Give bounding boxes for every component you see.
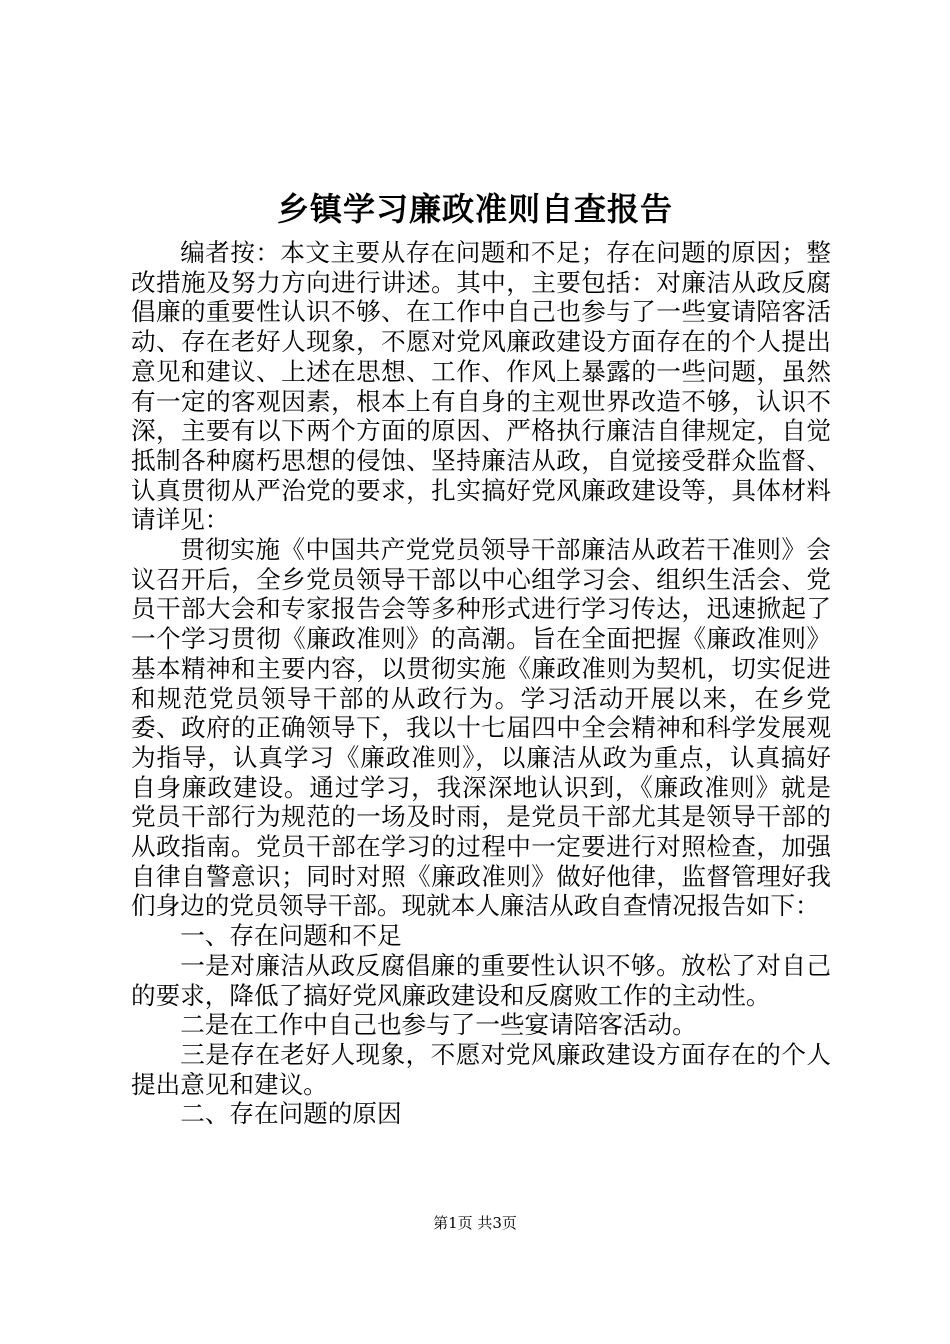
document-body [131,238,831,1129]
intro-paragraph: 贯彻实施《中国共产党党员领导干部廉洁从政若干准则》会议召开后，全乡党员领导干部以中心组学习会、组织生活会、党员干部大会和专家报告会等多种形式进行学习传达，迅速掀起了一个学习贯彻《廉政准则》的高潮。旨在全面把握《廉政准则》基本精神和主要内容，以贯彻实施《廉政准则为契机，切实促进和规范党员领导干部的从政行为。学习活动开展以来，在乡党委、政府的正确领导下，我以十七届四中全会精神和科学发展观为指导，认真学习《廉政准则》，以廉洁从政为重点，认真搞好自身廉政建设。通过学习，我深深地认识到，《廉政准则》就是党员干部行为规范的一场及时雨，是党员干部尤其是领导干部的从政指南。党员干部在学习的过程中一定要进行对照检查，加强自律自警意识；同时对照《廉政准则》做好他律，监督管理好我们身边的党员领导干部。现就本人廉洁从政自查情况报告如下： [131,535,831,921]
document-title: 乡镇学习廉政准则自查报告 [276,190,673,228]
page-footer: 第1页 共3页 [433,1214,517,1232]
problem-item-1: 一是对廉洁从政反腐倡廉的重要性认识不够。放松了对自己的要求，降低了搞好党风廉政建设和反腐败工作的主动性。 [131,950,831,1010]
problem-item-2: 二是在工作中自己也参与了一些宴请陪客活动。 [180,1010,697,1040]
section-heading-problems: 一、存在问题和不足 [180,921,402,951]
editor-note-paragraph: 编者按：本文主要从存在问题和不足；存在问题的原因；整改措施及努力方向进行讲述。其中，主要包括：对廉洁从政反腐倡廉的重要性认识不够、在工作中自己也参与了一些宴请陪客活动、存在老好人现象，不愿对党风廉政建设方面存在的个人提出意见和建议、上述在思想、工作、作风上暴露的一些问题，虽然有一定的客观因素，根本上有自身的主观世界改造不够，认识不深，主要有以下两个方面的原因、严格执行廉洁自律规定，自觉抵制各种腐朽思想的侵蚀、坚持廉洁从政，自觉接受群众监督、认真贯彻从严治党的要求，扎实搞好党风廉政建设等，具体材料请详见： [131,238,831,535]
problem-item-3: 三是存在老好人现象，不愿对党风廉政建设方面存在的个人提出意见和建议。 [131,1039,831,1099]
section-heading-causes: 二、存在问题的原因 [180,1099,402,1129]
